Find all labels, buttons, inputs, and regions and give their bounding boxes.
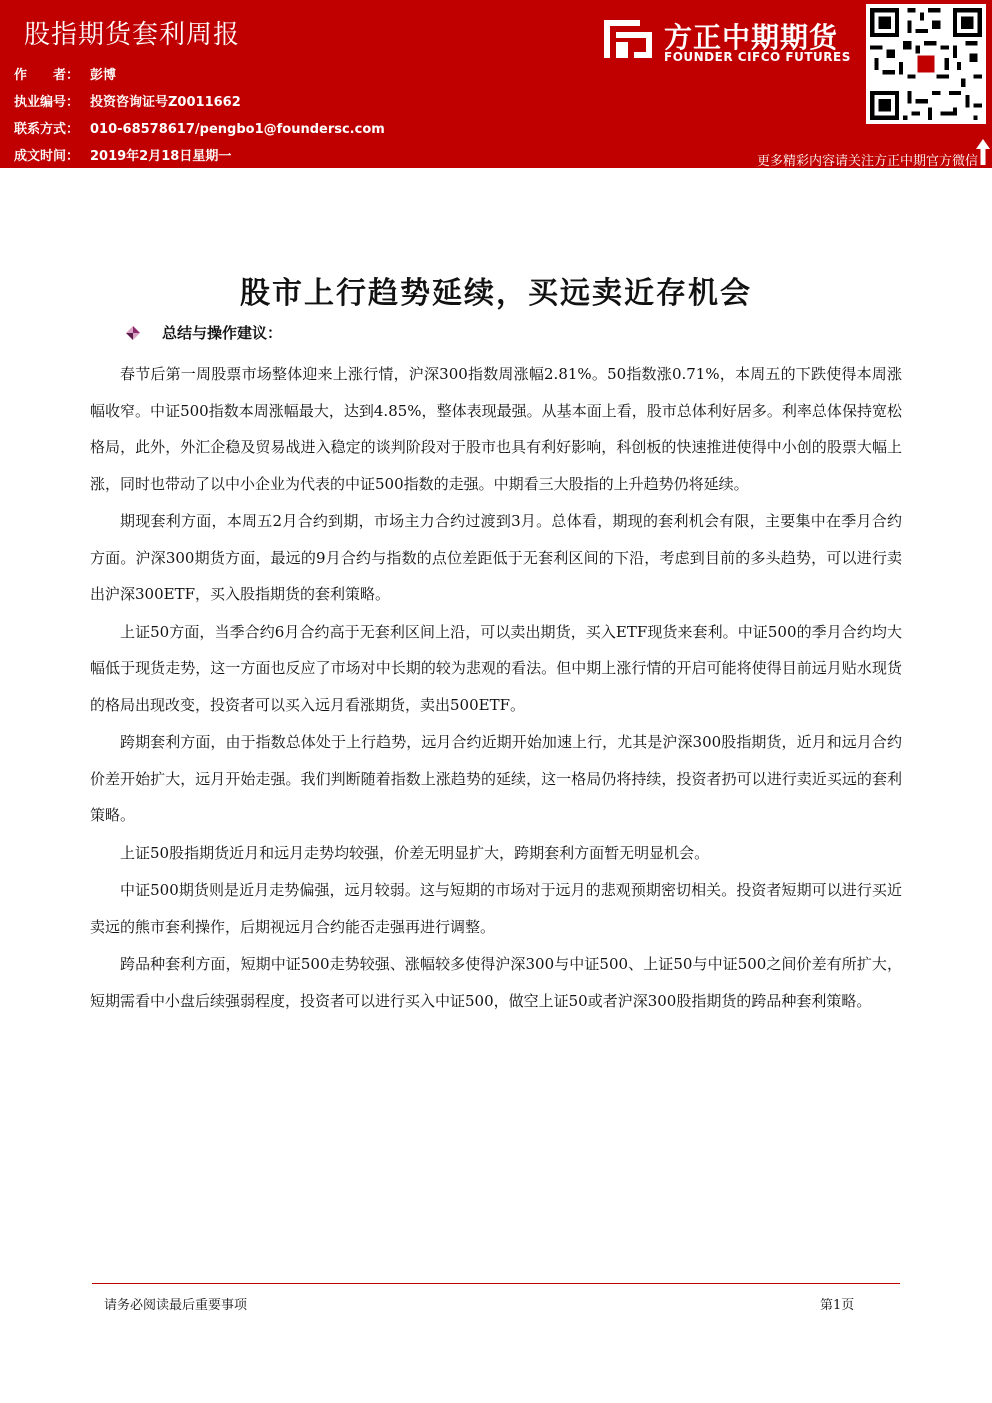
meta-label: 执业编号： — [14, 95, 80, 110]
paragraph: 上证50方面，当季合约6月合约高于无套利区间上沿，可以卖出期货，买入ETF现货来套利。中证500的季月合约均大幅低于现货走势，这一方面也反应了市场对中长期的较为悲观的看法。但中期上涨行情的开启可能将使得目前远月贴水现货的格局出现改变，投资者可以买入远月看涨期货，卖出500ETF。 — [90, 622, 902, 714]
logo-english-name: FOUNDER CIFCO FUTURES — [664, 50, 851, 64]
meta-author — [14, 62, 385, 89]
meta-value: 彭博 — [90, 68, 117, 83]
paragraph: 跨期套利方面，由于指数总体处于上行趋势，远月合约近期开始加速上行，尤其是沪深300股指期货，近月和远月合约价差开始扩大，远月开始走强。我们判断随着指数上涨趋势的延续，这一格局仍将持续，投资者扔可以进行卖近买远的套利策略。 — [90, 733, 902, 824]
meta-license — [14, 89, 385, 116]
qr-code-icon[interactable] — [866, 4, 986, 124]
page-title: 股市上行趋势延续，买远卖近存机会 — [240, 276, 752, 311]
report-header — [0, 0, 992, 168]
meta-contact — [14, 116, 385, 143]
meta-label: 联系方式： — [14, 122, 80, 137]
wechat-follow-note: 更多精彩内容请关注方正中期官方微信 — [756, 154, 978, 169]
paragraph: 上证50股指期货近月和远月走势均较强，价差无明显扩大，跨期套利方面暂无明显机会。 — [120, 843, 710, 862]
paragraph: 中证500期货则是近月走势偏强，远月较弱。这与短期的市场对于远月的悲观预期密切相关。投资者短期可以进行买近卖远的熊市套利操作，后期视远月合约能否走强再进行调整。 — [90, 881, 902, 936]
meta-label: 成文时间： — [14, 149, 80, 164]
footer-notice: 请务必阅读最后重要事项 — [104, 1298, 248, 1313]
report-body — [90, 356, 902, 1020]
meta-date — [14, 143, 385, 170]
logo-chinese-name: 方正中期期货 — [664, 21, 839, 54]
diamond-bullet-icon — [126, 326, 140, 340]
company-logo — [600, 14, 860, 70]
report-type-title: 股指期货套利周报 — [24, 20, 241, 50]
paragraph: 春节后第一周股票市场整体迎来上涨行情，沪深300指数周涨幅2.81%。50指数涨0.71%，本周五的下跌使得本周涨幅收窄。中证500指数本周涨幅最大，达到4.85%，整体表现最强。从基本面上看，股市总体利好居多。利率总体保持宽松格局，此外，外汇企稳及贸易战进入稳定的谈判阶段对于股市也具有利好影响，科创板的快速推进使得中小创的股票大幅上涨，同时也带动了以中小企业为代表的中证500指数的走强。中期看三大股指的上升趋势仍将延续。 — [90, 365, 902, 493]
paragraph: 跨品种套利方面，短期中证500走势较强、涨幅较多使得沪深300与中证500、上证50与中证500之间价差有所扩大，短期需看中小盘后续强弱程度，投资者可以进行买入中证500，做空上证50或者沪深300股指期货的跨品种套利策略。 — [90, 955, 902, 1010]
paragraph: 期现套利方面，本周五2月合约到期，市场主力合约过渡到3月。总体看，期现的套利机会有限，主要集中在季月合约方面。沪深300期货方面，最远的9月合约与指数的点位差距低于无套利区间的下沿，考虑到目前的多头趋势，可以进行卖出沪深300ETF，买入股指期货的套利策略。 — [90, 512, 902, 603]
meta-value: 010-68578617/pengbo1@foundersc.com — [90, 122, 385, 137]
footer-divider — [92, 1283, 900, 1284]
meta-label: 作 者： — [14, 68, 80, 83]
author-meta — [14, 62, 385, 170]
section-heading-text: 总结与操作建议： — [162, 324, 283, 342]
page-number: 第1页 — [820, 1298, 855, 1313]
meta-value: 2019年2月18日星期一 — [90, 149, 232, 164]
arrow-up-icon — [975, 138, 991, 166]
meta-value: 投资咨询证号Z0011662 — [90, 95, 241, 110]
logo-mark-icon — [600, 14, 656, 64]
